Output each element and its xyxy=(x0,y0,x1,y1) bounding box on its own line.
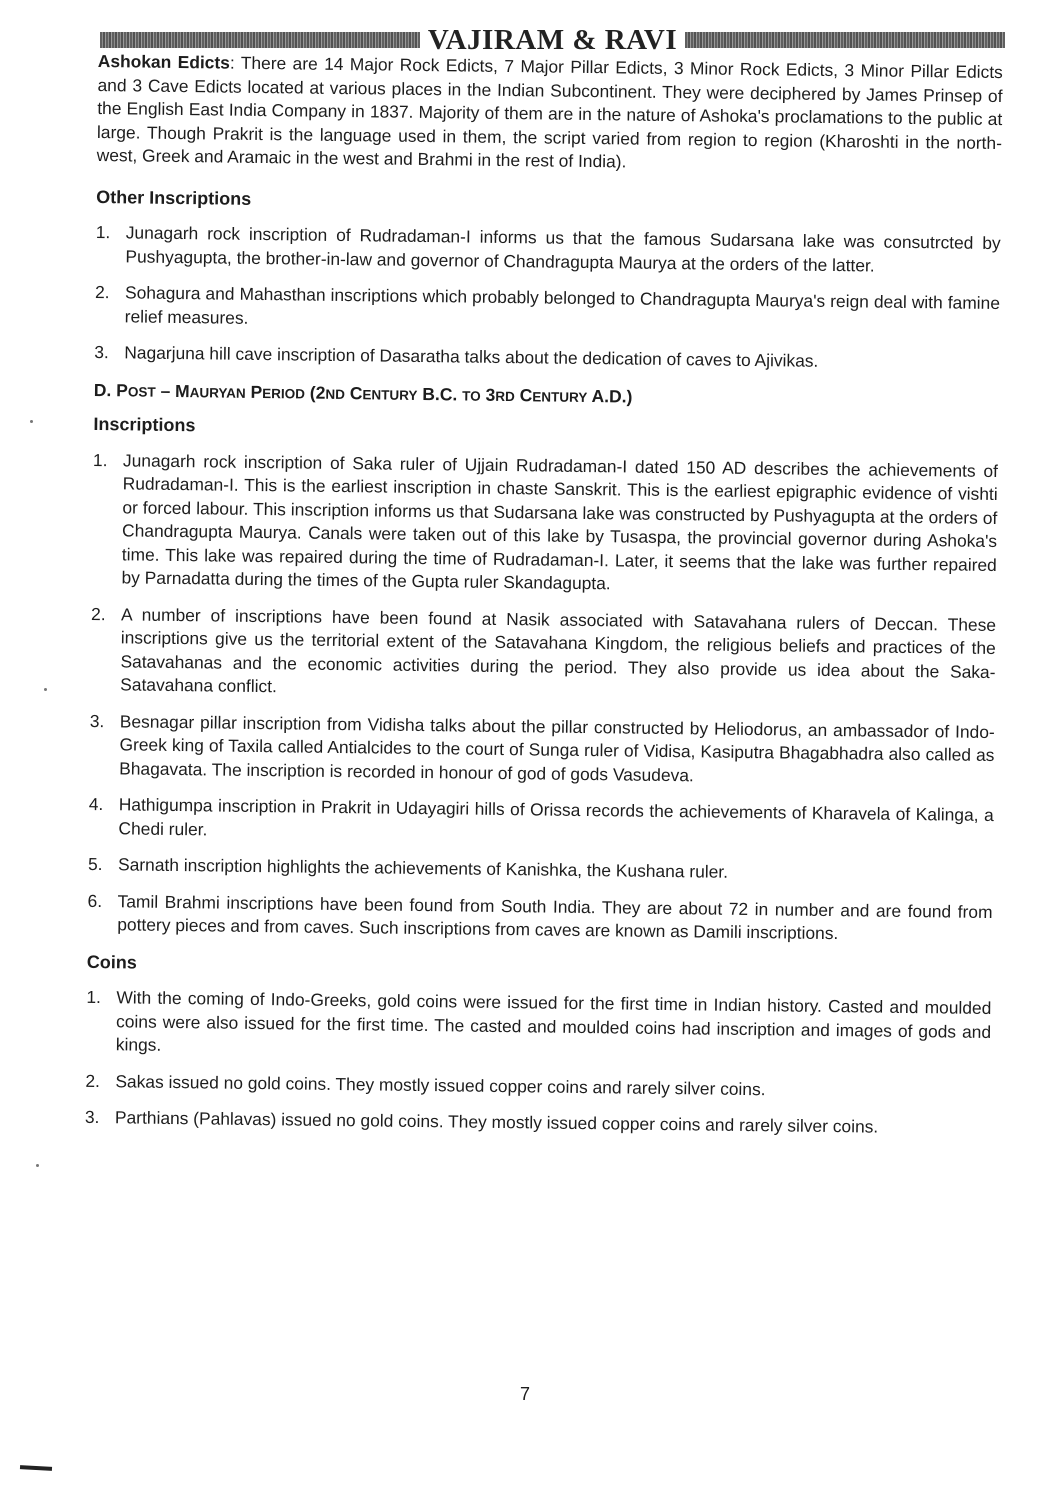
item-text: Parthians (Pahlavas) issued no gold coins. They mostly issued copper coins and rarely silver coins. xyxy=(114,1107,879,1137)
item-number: 3. xyxy=(84,1106,100,1128)
item-number: 2. xyxy=(90,603,106,624)
inscriptions-list xyxy=(87,448,998,947)
scan-speck xyxy=(44,688,47,691)
scan-corner-mark xyxy=(20,1465,52,1471)
coins-heading: Coins xyxy=(86,951,137,973)
other-inscriptions-list xyxy=(94,221,1001,376)
list-item xyxy=(85,1106,990,1141)
list-item xyxy=(95,281,1001,339)
heading-part: ENTURY xyxy=(532,388,588,405)
heading-part: P xyxy=(245,381,263,402)
page-number: 7 xyxy=(520,1384,531,1404)
item-number: 1. xyxy=(92,449,108,470)
list-item xyxy=(88,793,994,851)
item-text: Junagarh rock inscription of Rudradaman-I informs us that the famous Sudarsana lake was consutrcted by Pushyagupta, the brother-in-law and governor of Chandragupta Maurya at the orders of the latter. xyxy=(125,222,1001,276)
heading-part: 3 xyxy=(480,384,496,405)
other-inscriptions-heading: Other Inscriptions xyxy=(96,186,252,209)
list-item xyxy=(94,341,999,376)
heading-part: ND xyxy=(325,386,346,402)
item-text: Sohagura and Mahasthan inscriptions which probably belonged to Chandragupta Maurya's reign deal with famine relief measures. xyxy=(124,282,1001,328)
item-number: 2. xyxy=(85,1070,101,1091)
item-number: 2. xyxy=(94,281,110,303)
item-number: 5. xyxy=(87,853,103,875)
section-d-heading xyxy=(94,378,999,414)
heading-part: B.C. xyxy=(417,383,463,404)
item-number: 1. xyxy=(95,221,111,243)
header-bar-right xyxy=(685,32,1005,48)
list-item xyxy=(91,448,998,600)
item-text: Sarnath inscription highlights the achievements of Kanishka, the Kushana ruler. xyxy=(117,854,729,882)
header-bar-left xyxy=(100,32,420,48)
list-item xyxy=(85,1069,990,1104)
heading-part: D. P xyxy=(93,379,129,400)
inscriptions-heading: Inscriptions xyxy=(93,413,196,436)
item-number: 3. xyxy=(94,341,109,363)
item-text: Tamil Brahmi inscriptions have been found from South India. They are about 72 in number and are found from pottery pieces and from caves. Such inscriptions from caves are known as Damili inscriptions. xyxy=(117,890,993,944)
item-number: 4. xyxy=(88,793,104,815)
ashokan-edicts-paragraph xyxy=(97,50,1003,179)
list-item xyxy=(90,602,996,707)
item-number: 3. xyxy=(89,710,105,731)
header-title: VAJIRAM & RAVI xyxy=(427,23,678,56)
scan-speck xyxy=(36,1164,39,1167)
item-text: Nagarjuna hill cave inscription of Dasaratha talks about the dedication of caves to Ajivikas. xyxy=(124,342,819,371)
heading-part: TO xyxy=(462,387,481,404)
item-number: 1. xyxy=(86,986,102,1008)
heading-part: ERIOD xyxy=(262,385,306,402)
item-text: Junagarh rock inscription of Saka ruler of Ujjain Rudradaman-I dated 150 AD describes the achievements of Rudradaman-I. This is the earliest inscription in chaste Sanskrit. This is the earliest epigraphic evidence of vishti or forced labour. This inscription informs us that Sudarsana lake was constructed by Pushyagupta at the orders of Chandragupta Maurya. Canals were taken out of this lake by Tusaspa, the provincial governor during Ashoka's time. This lake was repaired during the time of Rudradaman-I. Later, it seems that the lake was further repaired by Parnadatta during the times of the Gupta ruler Skandagupta. xyxy=(121,449,999,594)
item-text: A number of inscriptions have been found at Nasik associated with Satavahana rulers of Deccan. These inscriptions give us the territorial extent of the Satavahana Kingdom, the religious beliefs and practices of the Satavahanas and the economic activities during the period. They also provide us idea about the Saka-Satavahana conflict. xyxy=(120,603,997,697)
ashokan-edicts-text: : There are 14 Major Rock Edicts, 7 Major Pillar Edicts, 3 Minor Rock Edicts, 3 Minor Pillar Edicts and 3 Cave Edicts located at various places in the Indian Subcontinent. They were deciphered by James Prinsep of the English East India Company in 1837. Majority of them are in the nature of Ashoka's proclamations to the public at large. Though Prakrit is the language used in them, the script varied from region to region (Kharoshti in the north-west, Greek and Aramaic in the west and Brahmi in the rest of India). xyxy=(96,52,1003,172)
heading-part: A.D.) xyxy=(587,385,633,407)
list-item xyxy=(87,889,993,947)
heading-part: – M xyxy=(155,380,190,401)
heading-part: OST xyxy=(127,383,156,400)
item-text: Hathigumpa inscription in Prakrit in Udayagiri hills of Orissa records the achievements of Kharavela of Kalinga, a Chedi ruler. xyxy=(118,794,994,839)
heading-part: (2 xyxy=(304,382,326,403)
heading-part: C xyxy=(514,384,533,405)
list-item xyxy=(95,221,1001,279)
scan-speck xyxy=(30,420,33,423)
heading-part: AURYAN xyxy=(189,384,246,401)
page-content xyxy=(85,50,1003,1154)
item-number: 6. xyxy=(87,890,103,911)
item-text: Sakas issued no gold coins. They mostly issued copper coins and rarely silver coins. xyxy=(115,1070,766,1099)
coins-list xyxy=(85,986,992,1141)
heading-part: RD xyxy=(495,388,515,404)
list-item xyxy=(88,853,993,888)
list-item xyxy=(86,986,992,1068)
item-text: With the coming of Indo-Greeks, gold coins were issued for the first time in Indian history. Casted and moulded coins were also issued for the first time. The casted and moulded coins had inscription and images of gods and kings. xyxy=(115,987,992,1055)
item-text: Besnagar pillar inscription from Vidisha talks about the pillar constructed by Heliodorus, an ambassador of Indo-Greek king of Taxila called Antialcides to the court of Sunga ruler of Vidisa, Kasiputra Bhagabhadra also called as Bhagavata. The inscription is recorded in honour of god of gods Vasudeva. xyxy=(119,710,995,785)
list-item xyxy=(89,709,995,791)
heading-part: C xyxy=(344,382,363,403)
ashokan-edicts-term: Ashokan Edicts xyxy=(97,50,231,73)
heading-part: ENTURY xyxy=(362,386,418,403)
